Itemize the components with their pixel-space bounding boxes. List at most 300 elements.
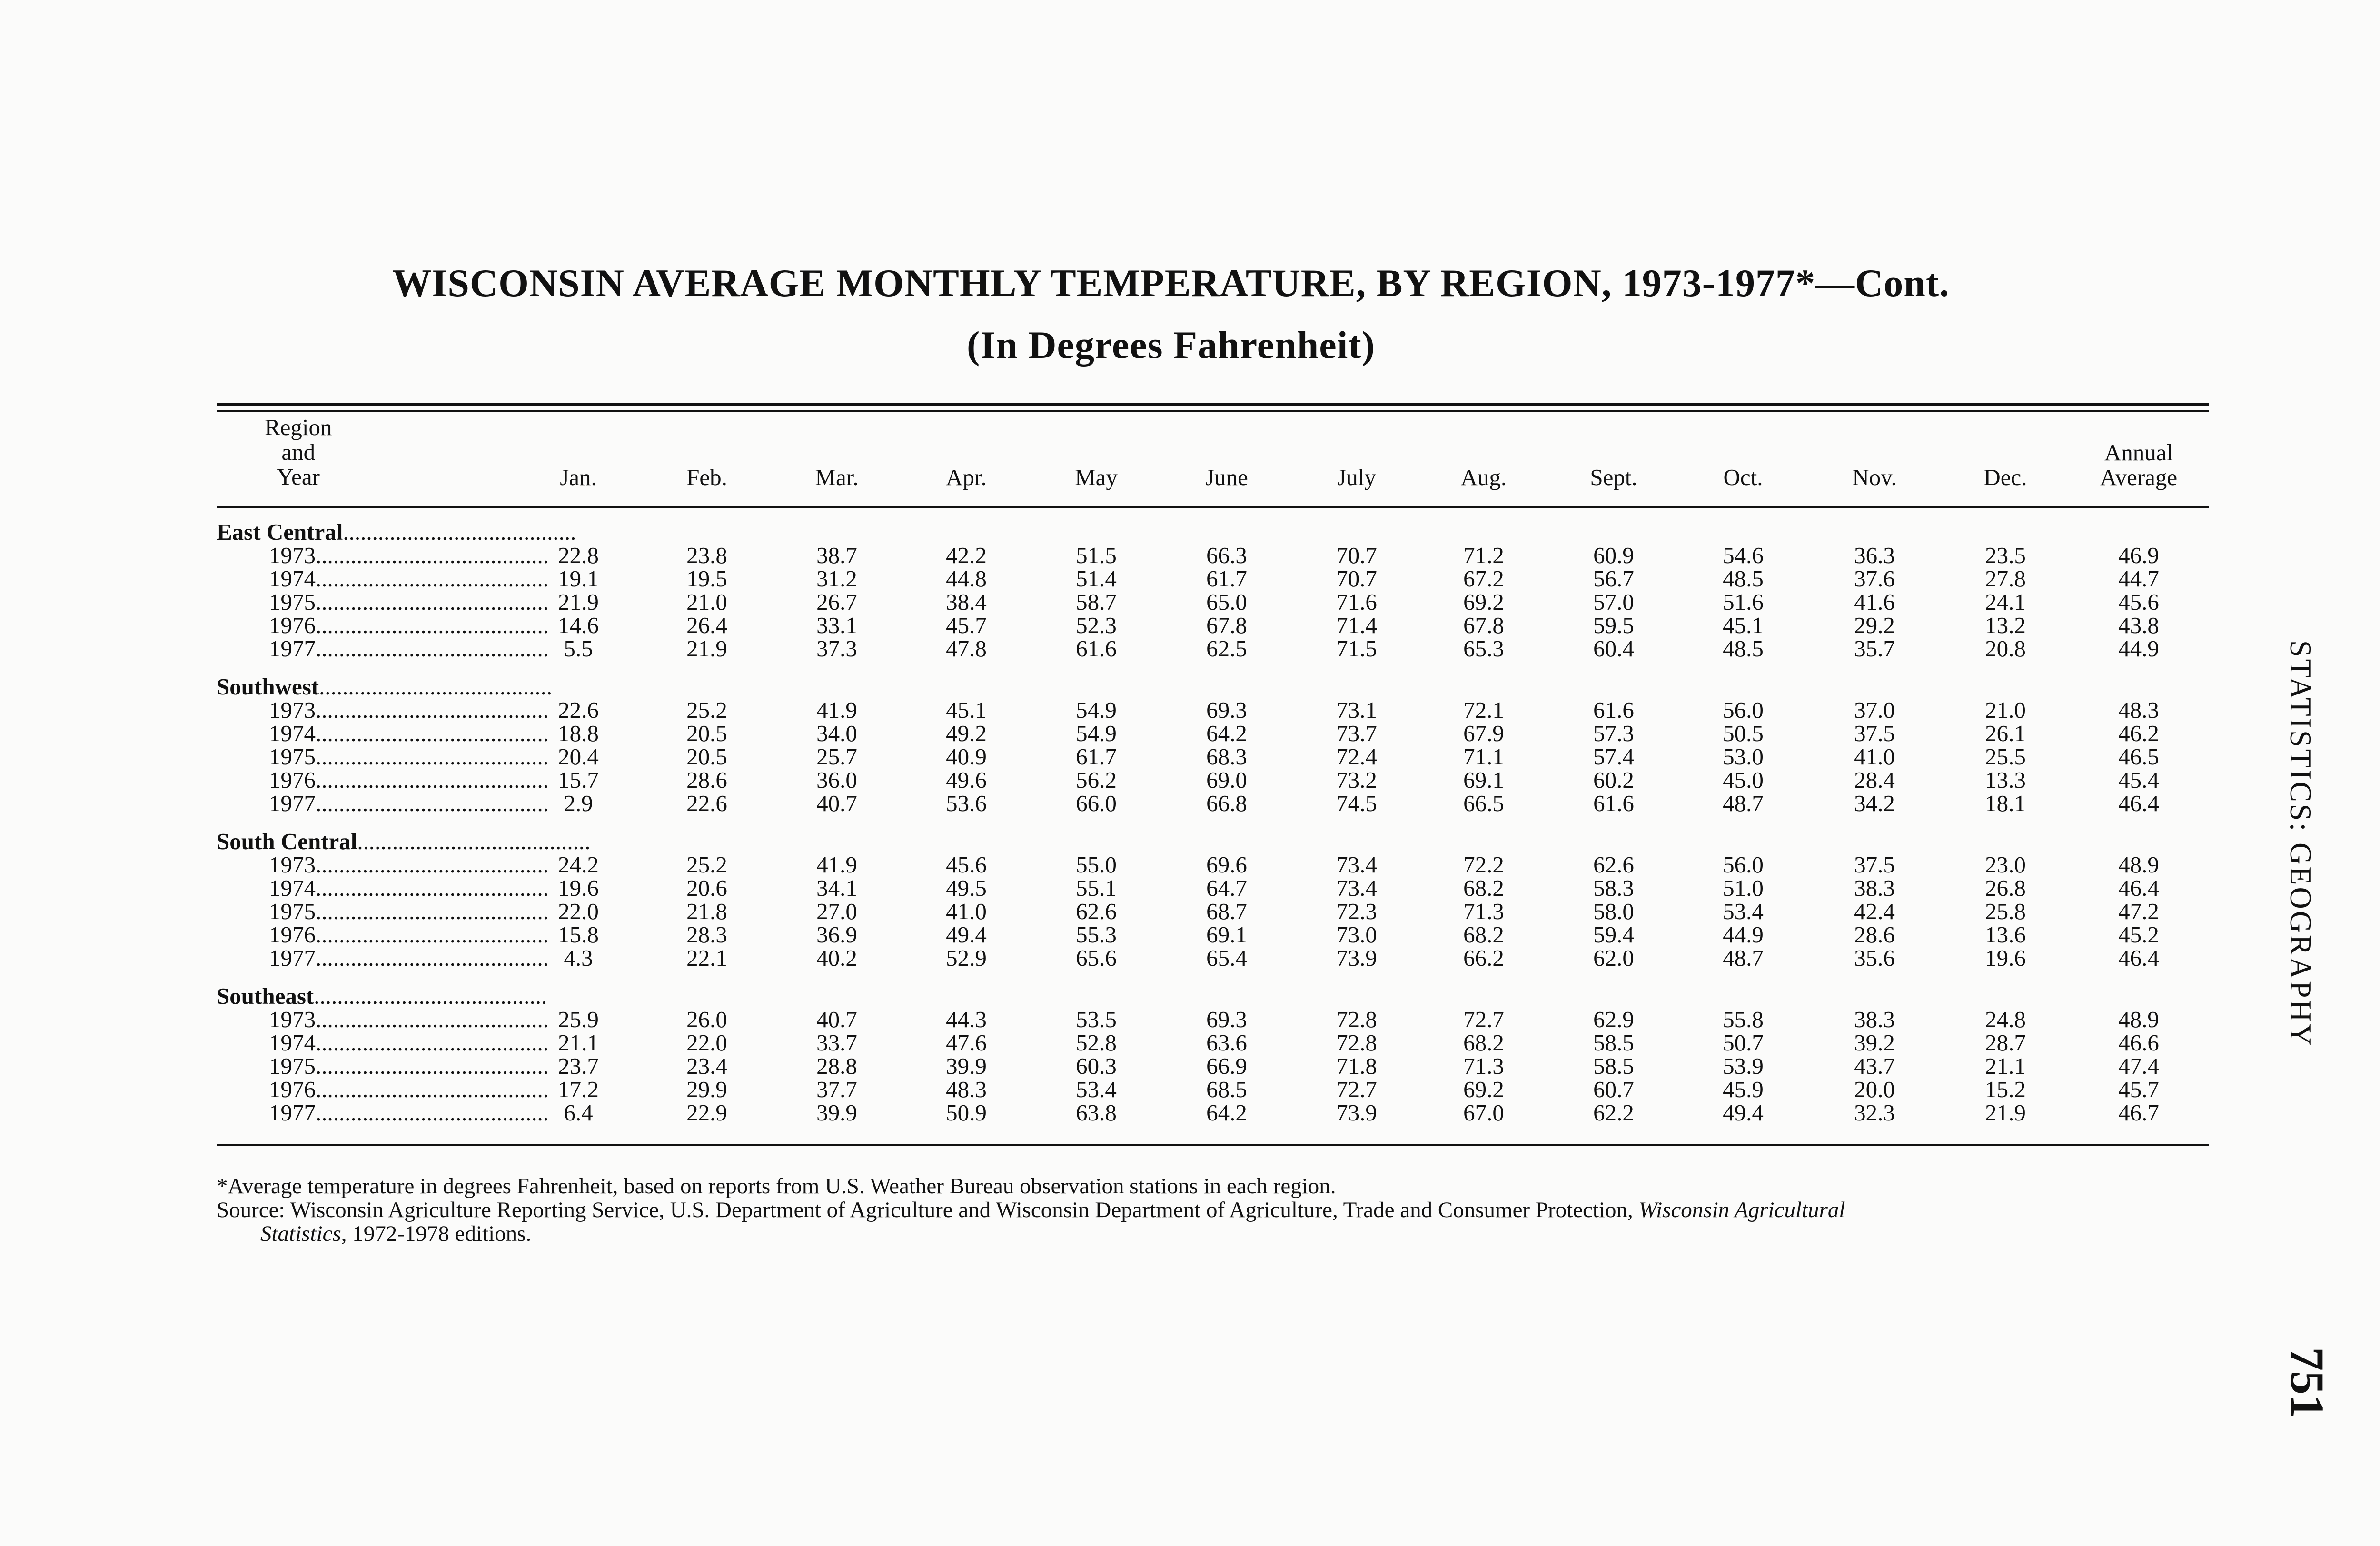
- table-cell: 39.2: [1854, 1030, 1895, 1056]
- region-label: [217, 674, 553, 700]
- leader-dots: ........................................: [316, 720, 549, 746]
- year-value: 1974: [269, 565, 316, 592]
- year-value: 1975: [269, 898, 316, 924]
- table-cell: 38.7: [816, 542, 857, 568]
- table-cell: 41.9: [816, 697, 857, 723]
- table-cell: 69.0: [1206, 767, 1247, 793]
- table-cell: 52.8: [1076, 1030, 1117, 1056]
- table-cell: 56.2: [1076, 767, 1117, 793]
- table-cell: 67.2: [1463, 565, 1504, 592]
- leader-dots: ........................................: [357, 828, 591, 854]
- table-cell: 72.2: [1463, 852, 1504, 878]
- table-cell: 62.6: [1593, 852, 1634, 878]
- column-header: Feb.: [686, 464, 727, 490]
- table-cell: 25.2: [686, 697, 727, 723]
- table-cell: 50.7: [1723, 1030, 1764, 1056]
- annual-average-cell: 44.9: [2118, 635, 2159, 662]
- leader-dots: ........................................: [316, 852, 549, 878]
- year-label: [217, 1101, 559, 1124]
- annual-average-cell: 43.8: [2118, 612, 2159, 638]
- column-header: Sept.: [1590, 464, 1637, 490]
- leader-dots: ........................................: [319, 674, 553, 700]
- table-cell: 58.5: [1593, 1030, 1634, 1056]
- table-cell: 49.5: [946, 875, 987, 901]
- table-cell: 42.2: [946, 542, 987, 568]
- table-cell: 70.7: [1336, 565, 1377, 592]
- table-cell: 19.6: [558, 875, 599, 901]
- year-value: 1973: [269, 1006, 316, 1032]
- table-cell: 71.8: [1336, 1053, 1377, 1079]
- table-cell: 27.0: [816, 898, 857, 924]
- table-cell: 51.4: [1076, 565, 1117, 592]
- table-cell: 34.2: [1854, 790, 1895, 816]
- table-cell: 47.8: [946, 635, 987, 662]
- region-name: East Central: [217, 519, 343, 545]
- table-cell: 61.6: [1593, 790, 1634, 816]
- table-cell: 69.2: [1463, 589, 1504, 615]
- table-cell: 23.5: [1985, 542, 2026, 568]
- leader-dots: ........................................: [316, 1053, 549, 1079]
- table-cell: 64.7: [1206, 875, 1247, 901]
- table-cell: 68.5: [1206, 1076, 1247, 1102]
- table-cell: 37.0: [1854, 697, 1895, 723]
- table-cell: 67.8: [1206, 612, 1247, 638]
- leader-dots: ........................................: [316, 1100, 549, 1126]
- year-label: [217, 590, 559, 614]
- stub-header-line: and: [281, 439, 316, 465]
- table-cell: 14.6: [558, 612, 599, 638]
- table-cell: 59.5: [1593, 612, 1634, 638]
- table-cell: 53.4: [1723, 898, 1764, 924]
- table-cell: 13.3: [1985, 767, 2026, 793]
- table-cell: 45.7: [946, 612, 987, 638]
- table-cell: 53.4: [1076, 1076, 1117, 1102]
- table-cell: 70.7: [1336, 542, 1377, 568]
- table-cell: 62.5: [1206, 635, 1247, 662]
- table-cell: 41.0: [1854, 743, 1895, 770]
- table-cell: 37.7: [816, 1076, 857, 1102]
- table-cell: 48.5: [1723, 565, 1764, 592]
- annual-average-cell: 46.4: [2118, 945, 2159, 971]
- table-cell: 33.7: [816, 1030, 857, 1056]
- table-cell: 60.3: [1076, 1053, 1117, 1079]
- leader-dots: ........................................: [316, 612, 549, 638]
- table-cell: 67.8: [1463, 612, 1504, 638]
- table-cell: 22.0: [558, 898, 599, 924]
- table-cell: 67.9: [1463, 720, 1504, 746]
- table-cell: 37.5: [1854, 852, 1895, 878]
- table-cell: 23.8: [686, 542, 727, 568]
- region-label: [217, 828, 591, 854]
- table-cell: 25.9: [558, 1006, 599, 1032]
- table-cell: 59.4: [1593, 922, 1634, 948]
- table-cell: 64.2: [1206, 720, 1247, 746]
- table-cell: 73.7: [1336, 720, 1377, 746]
- table-cell: 38.3: [1854, 1006, 1895, 1032]
- table-cell: 39.9: [946, 1053, 987, 1079]
- table-cell: 50.9: [946, 1100, 987, 1126]
- column-header: July: [1337, 464, 1376, 490]
- table-cell: 64.2: [1206, 1100, 1247, 1126]
- table-cell: 51.5: [1076, 542, 1117, 568]
- leader-dots: ........................................: [316, 1030, 549, 1056]
- table-cell: 58.0: [1593, 898, 1634, 924]
- table-cell: 48.5: [1723, 635, 1764, 662]
- year-value: 1975: [269, 743, 316, 770]
- header-rule: [217, 506, 2209, 508]
- annual-average-cell: 46.6: [2118, 1030, 2159, 1056]
- year-value: 1977: [269, 635, 316, 662]
- table-cell: 20.5: [686, 720, 727, 746]
- table-cell: 53.0: [1723, 743, 1764, 770]
- table-cell: 50.5: [1723, 720, 1764, 746]
- table-cell: 58.3: [1593, 875, 1634, 901]
- table-cell: 25.8: [1985, 898, 2026, 924]
- table-cell: 42.4: [1854, 898, 1895, 924]
- table-cell: 26.0: [686, 1006, 727, 1032]
- year-label: [217, 1078, 559, 1101]
- table-cell: 21.1: [1985, 1053, 2026, 1079]
- table-cell: 56.0: [1723, 852, 1764, 878]
- table-cell: 37.6: [1854, 565, 1895, 592]
- year-label: [217, 745, 559, 768]
- table-cell: 26.1: [1985, 720, 2026, 746]
- table-cell: 71.3: [1463, 1053, 1504, 1079]
- year-label: [217, 614, 559, 637]
- table-cell: 6.4: [564, 1100, 593, 1126]
- table-cell: 31.2: [816, 565, 857, 592]
- column-header: Dec.: [1983, 464, 2027, 490]
- table-cell: 38.3: [1854, 875, 1895, 901]
- table-cell: 20.6: [686, 875, 727, 901]
- table-cell: 69.6: [1206, 852, 1247, 878]
- table-cell: 61.7: [1206, 565, 1247, 592]
- region-name: South Central: [217, 828, 357, 854]
- table-cell: 73.9: [1336, 1100, 1377, 1126]
- table-cell: 15.8: [558, 922, 599, 948]
- table-cell: 52.3: [1076, 612, 1117, 638]
- leader-dots: ........................................: [316, 922, 549, 948]
- table-cell: 53.6: [946, 790, 987, 816]
- table-cell: 20.0: [1854, 1076, 1895, 1102]
- table-cell: 69.1: [1463, 767, 1504, 793]
- table-cell: 62.6: [1076, 898, 1117, 924]
- year-value: 1973: [269, 697, 316, 723]
- table-cell: 20.4: [558, 743, 599, 770]
- year-label: [217, 567, 559, 590]
- table-cell: 66.3: [1206, 542, 1247, 568]
- stub-header-line: Region: [265, 414, 332, 440]
- table-cell: 25.5: [1985, 743, 2026, 770]
- annual-average-cell: 46.5: [2118, 743, 2159, 770]
- source-note: [217, 1198, 2209, 1222]
- table-cell: 71.3: [1463, 898, 1504, 924]
- table-cell: 60.9: [1593, 542, 1634, 568]
- year-label: [217, 637, 559, 660]
- running-head: STATISTICS: GEOGRAPHY: [2284, 640, 2318, 1048]
- table-cell: 29.2: [1854, 612, 1895, 638]
- table-cell: 68.7: [1206, 898, 1247, 924]
- table-cell: 21.8: [686, 898, 727, 924]
- column-header: Jan.: [560, 464, 597, 490]
- annual-average-cell: 45.6: [2118, 589, 2159, 615]
- table-cell: 55.0: [1076, 852, 1117, 878]
- leader-dots: ........................................: [316, 542, 549, 568]
- region-name: Southeast: [217, 983, 314, 1009]
- annual-average-cell: 46.4: [2118, 875, 2159, 901]
- year-value: 1977: [269, 790, 316, 816]
- table-cell: 55.8: [1723, 1006, 1764, 1032]
- source-suffix: , 1972-1978 editions.: [341, 1221, 532, 1246]
- table-cell: 35.7: [1854, 635, 1895, 662]
- year-label: [217, 544, 559, 567]
- table-cell: 48.7: [1723, 945, 1764, 971]
- table-cell: 54.9: [1076, 697, 1117, 723]
- top-rule-thin: [217, 410, 2209, 412]
- leader-dots: ........................................: [316, 898, 549, 924]
- leader-dots: ........................................: [314, 983, 547, 1009]
- table-cell: 36.0: [816, 767, 857, 793]
- bottom-rule: [217, 1144, 2209, 1146]
- table-title: WISCONSIN AVERAGE MONTHLY TEMPERATURE, BY REGION, 1973-1977*—Cont.: [392, 261, 1950, 305]
- table-cell: 21.0: [1985, 697, 2026, 723]
- table-cell: 54.6: [1723, 542, 1764, 568]
- column-header: Nov.: [1852, 464, 1897, 490]
- table-cell: 57.0: [1593, 589, 1634, 615]
- table-cell: 23.7: [558, 1053, 599, 1079]
- table-cell: 22.6: [686, 790, 727, 816]
- table-cell: 60.4: [1593, 635, 1634, 662]
- table-cell: 22.9: [686, 1100, 727, 1126]
- table-cell: 38.4: [946, 589, 987, 615]
- table-cell: 74.5: [1336, 790, 1377, 816]
- table-cell: 51.6: [1723, 589, 1764, 615]
- table-cell: 5.5: [564, 635, 593, 662]
- table-cell: 71.5: [1336, 635, 1377, 662]
- table-cell: 24.1: [1985, 589, 2026, 615]
- table-cell: 47.6: [946, 1030, 987, 1056]
- table-cell: 21.9: [1985, 1100, 2026, 1126]
- table-cell: 26.7: [816, 589, 857, 615]
- page-number: 751: [2281, 1347, 2334, 1418]
- annual-average-cell: 46.4: [2118, 790, 2159, 816]
- table-cell: 20.8: [1985, 635, 2026, 662]
- table-cell: 28.4: [1854, 767, 1895, 793]
- table-cell: 72.7: [1336, 1076, 1377, 1102]
- table-cell: 41.6: [1854, 589, 1895, 615]
- table-cell: 67.0: [1463, 1100, 1504, 1126]
- footnote-block: [217, 1174, 2209, 1246]
- stub-header-line: Year: [277, 464, 320, 490]
- table-cell: 68.3: [1206, 743, 1247, 770]
- table-cell: 22.6: [558, 697, 599, 723]
- table-cell: 23.0: [1985, 852, 2026, 878]
- table-cell: 44.3: [946, 1006, 987, 1032]
- annual-average-cell: 45.4: [2118, 767, 2159, 793]
- table-cell: 39.9: [816, 1100, 857, 1126]
- table-cell: 56.0: [1723, 697, 1764, 723]
- table-cell: 72.8: [1336, 1006, 1377, 1032]
- year-label: [217, 768, 559, 792]
- table-cell: 48.3: [946, 1076, 987, 1102]
- table-cell: 49.4: [946, 922, 987, 948]
- table-cell: 61.6: [1076, 635, 1117, 662]
- year-value: 1975: [269, 1053, 316, 1079]
- table-cell: 26.8: [1985, 875, 2026, 901]
- table-cell: 18.8: [558, 720, 599, 746]
- source-publication: Wisconsin Agricultural: [1638, 1198, 1845, 1222]
- column-header: Oct.: [1723, 464, 1763, 490]
- table-cell: 61.6: [1593, 697, 1634, 723]
- table-cell: 58.5: [1593, 1053, 1634, 1079]
- table-cell: 32.3: [1854, 1100, 1895, 1126]
- table-cell: 28.6: [686, 767, 727, 793]
- table-cell: 17.2: [558, 1076, 599, 1102]
- table-cell: 22.8: [558, 542, 599, 568]
- leader-dots: ........................................: [316, 875, 549, 901]
- leader-dots: ........................................: [316, 565, 549, 592]
- table-cell: 19.5: [686, 565, 727, 592]
- top-rule-thick: [217, 403, 2209, 406]
- table-cell: 71.6: [1336, 589, 1377, 615]
- table-subtitle: (In Degrees Fahrenheit): [966, 323, 1376, 367]
- year-label: [217, 722, 559, 745]
- table-cell: 28.7: [1985, 1030, 2026, 1056]
- table-cell: 62.2: [1593, 1100, 1634, 1126]
- table-cell: 69.3: [1206, 697, 1247, 723]
- table-cell: 23.4: [686, 1053, 727, 1079]
- column-header: Apr.: [946, 464, 987, 490]
- table-cell: 72.1: [1463, 697, 1504, 723]
- table-cell: 72.3: [1336, 898, 1377, 924]
- table-cell: 44.9: [1723, 922, 1764, 948]
- table-cell: 65.4: [1206, 945, 1247, 971]
- table-cell: 61.7: [1076, 743, 1117, 770]
- table-cell: 73.0: [1336, 922, 1377, 948]
- table-cell: 24.2: [558, 852, 599, 878]
- table-cell: 28.8: [816, 1053, 857, 1079]
- leader-dots: ........................................: [343, 519, 576, 545]
- table-cell: 29.9: [686, 1076, 727, 1102]
- annual-average-cell: 48.3: [2118, 697, 2159, 723]
- table-cell: 43.7: [1854, 1053, 1895, 1079]
- table-cell: 45.9: [1723, 1076, 1764, 1102]
- year-label: [217, 792, 559, 815]
- table-cell: 45.0: [1723, 767, 1764, 793]
- table-cell: 37.5: [1854, 720, 1895, 746]
- table-cell: 28.3: [686, 922, 727, 948]
- table-cell: 28.6: [1854, 922, 1895, 948]
- region-label: [217, 519, 576, 545]
- year-label: [217, 1031, 559, 1054]
- leader-dots: ........................................: [316, 767, 549, 793]
- annual-average-cell: 48.9: [2118, 852, 2159, 878]
- region-label: [217, 983, 547, 1009]
- table-cell: 71.1: [1463, 743, 1504, 770]
- table-cell: 68.2: [1463, 922, 1504, 948]
- year-label: [217, 900, 559, 923]
- table-cell: 66.8: [1206, 790, 1247, 816]
- table-cell: 49.6: [946, 767, 987, 793]
- table-cell: 34.0: [816, 720, 857, 746]
- leader-dots: ........................................: [316, 743, 549, 770]
- table-cell: 34.1: [816, 875, 857, 901]
- table-cell: 68.2: [1463, 875, 1504, 901]
- table-cell: 58.7: [1076, 589, 1117, 615]
- table-cell: 49.4: [1723, 1100, 1764, 1126]
- table-cell: 35.6: [1854, 945, 1895, 971]
- annual-average-cell: 47.4: [2118, 1053, 2159, 1079]
- year-value: 1973: [269, 542, 316, 568]
- table-cell: 55.3: [1076, 922, 1117, 948]
- table-cell: 13.2: [1985, 612, 2026, 638]
- column-header: Mar.: [815, 464, 859, 490]
- table-cell: 71.4: [1336, 612, 1377, 638]
- table-cell: 24.8: [1985, 1006, 2026, 1032]
- table-cell: 53.5: [1076, 1006, 1117, 1032]
- annual-average-cell: 46.7: [2118, 1100, 2159, 1126]
- year-label: [217, 946, 559, 970]
- leader-dots: ........................................: [316, 1076, 549, 1102]
- table-cell: 15.7: [558, 767, 599, 793]
- year-value: 1975: [269, 589, 316, 615]
- table-cell: 21.9: [558, 589, 599, 615]
- table-cell: 52.9: [946, 945, 987, 971]
- year-label: [217, 1008, 559, 1031]
- table-cell: 69.3: [1206, 1006, 1247, 1032]
- table-cell: 72.8: [1336, 1030, 1377, 1056]
- year-value: 1977: [269, 945, 316, 971]
- table-cell: 53.9: [1723, 1053, 1764, 1079]
- source-prefix: Source: Wisconsin Agriculture Reporting Service, U.S. Department of Agriculture and Wisconsin Department of Agriculture, Trade and Consumer Protection,: [217, 1198, 1639, 1222]
- table-cell: 73.4: [1336, 875, 1377, 901]
- table-cell: 40.7: [816, 790, 857, 816]
- leader-dots: ........................................: [316, 790, 549, 816]
- table-cell: 63.8: [1076, 1100, 1117, 1126]
- leader-dots: ........................................: [316, 635, 549, 662]
- year-value: 1974: [269, 875, 316, 901]
- year-value: 1973: [269, 852, 316, 878]
- year-value: 1976: [269, 1076, 316, 1102]
- table-cell: 20.5: [686, 743, 727, 770]
- leader-dots: ........................................: [316, 589, 549, 615]
- table-cell: 21.9: [686, 635, 727, 662]
- footnote: *Average temperature in degrees Fahrenheit, based on reports from U.S. Weather Bureau observation stations in each region.: [217, 1174, 1336, 1199]
- year-value: 1974: [269, 720, 316, 746]
- table-cell: 37.3: [816, 635, 857, 662]
- table-cell: 65.3: [1463, 635, 1504, 662]
- table-cell: 13.6: [1985, 922, 2026, 948]
- table-cell: 60.2: [1593, 767, 1634, 793]
- table-cell: 4.3: [564, 945, 593, 971]
- table-cell: 69.1: [1206, 922, 1247, 948]
- table-cell: 18.1: [1985, 790, 2026, 816]
- table-cell: 15.2: [1985, 1076, 2026, 1102]
- table-cell: 2.9: [564, 790, 593, 816]
- year-value: 1976: [269, 767, 316, 793]
- annual-average-cell: 45.2: [2118, 922, 2159, 948]
- source-note-continued: [217, 1222, 2209, 1246]
- table-cell: 21.0: [686, 589, 727, 615]
- table-cell: 25.7: [816, 743, 857, 770]
- source-publication-cont: Statistics: [260, 1221, 341, 1246]
- table-cell: 56.7: [1593, 565, 1634, 592]
- column-header: Aug.: [1460, 464, 1507, 490]
- annual-average-cell: 44.7: [2118, 565, 2159, 592]
- table-cell: 51.0: [1723, 875, 1764, 901]
- column-header: May: [1075, 464, 1118, 490]
- annual-average-cell: 46.9: [2118, 542, 2159, 568]
